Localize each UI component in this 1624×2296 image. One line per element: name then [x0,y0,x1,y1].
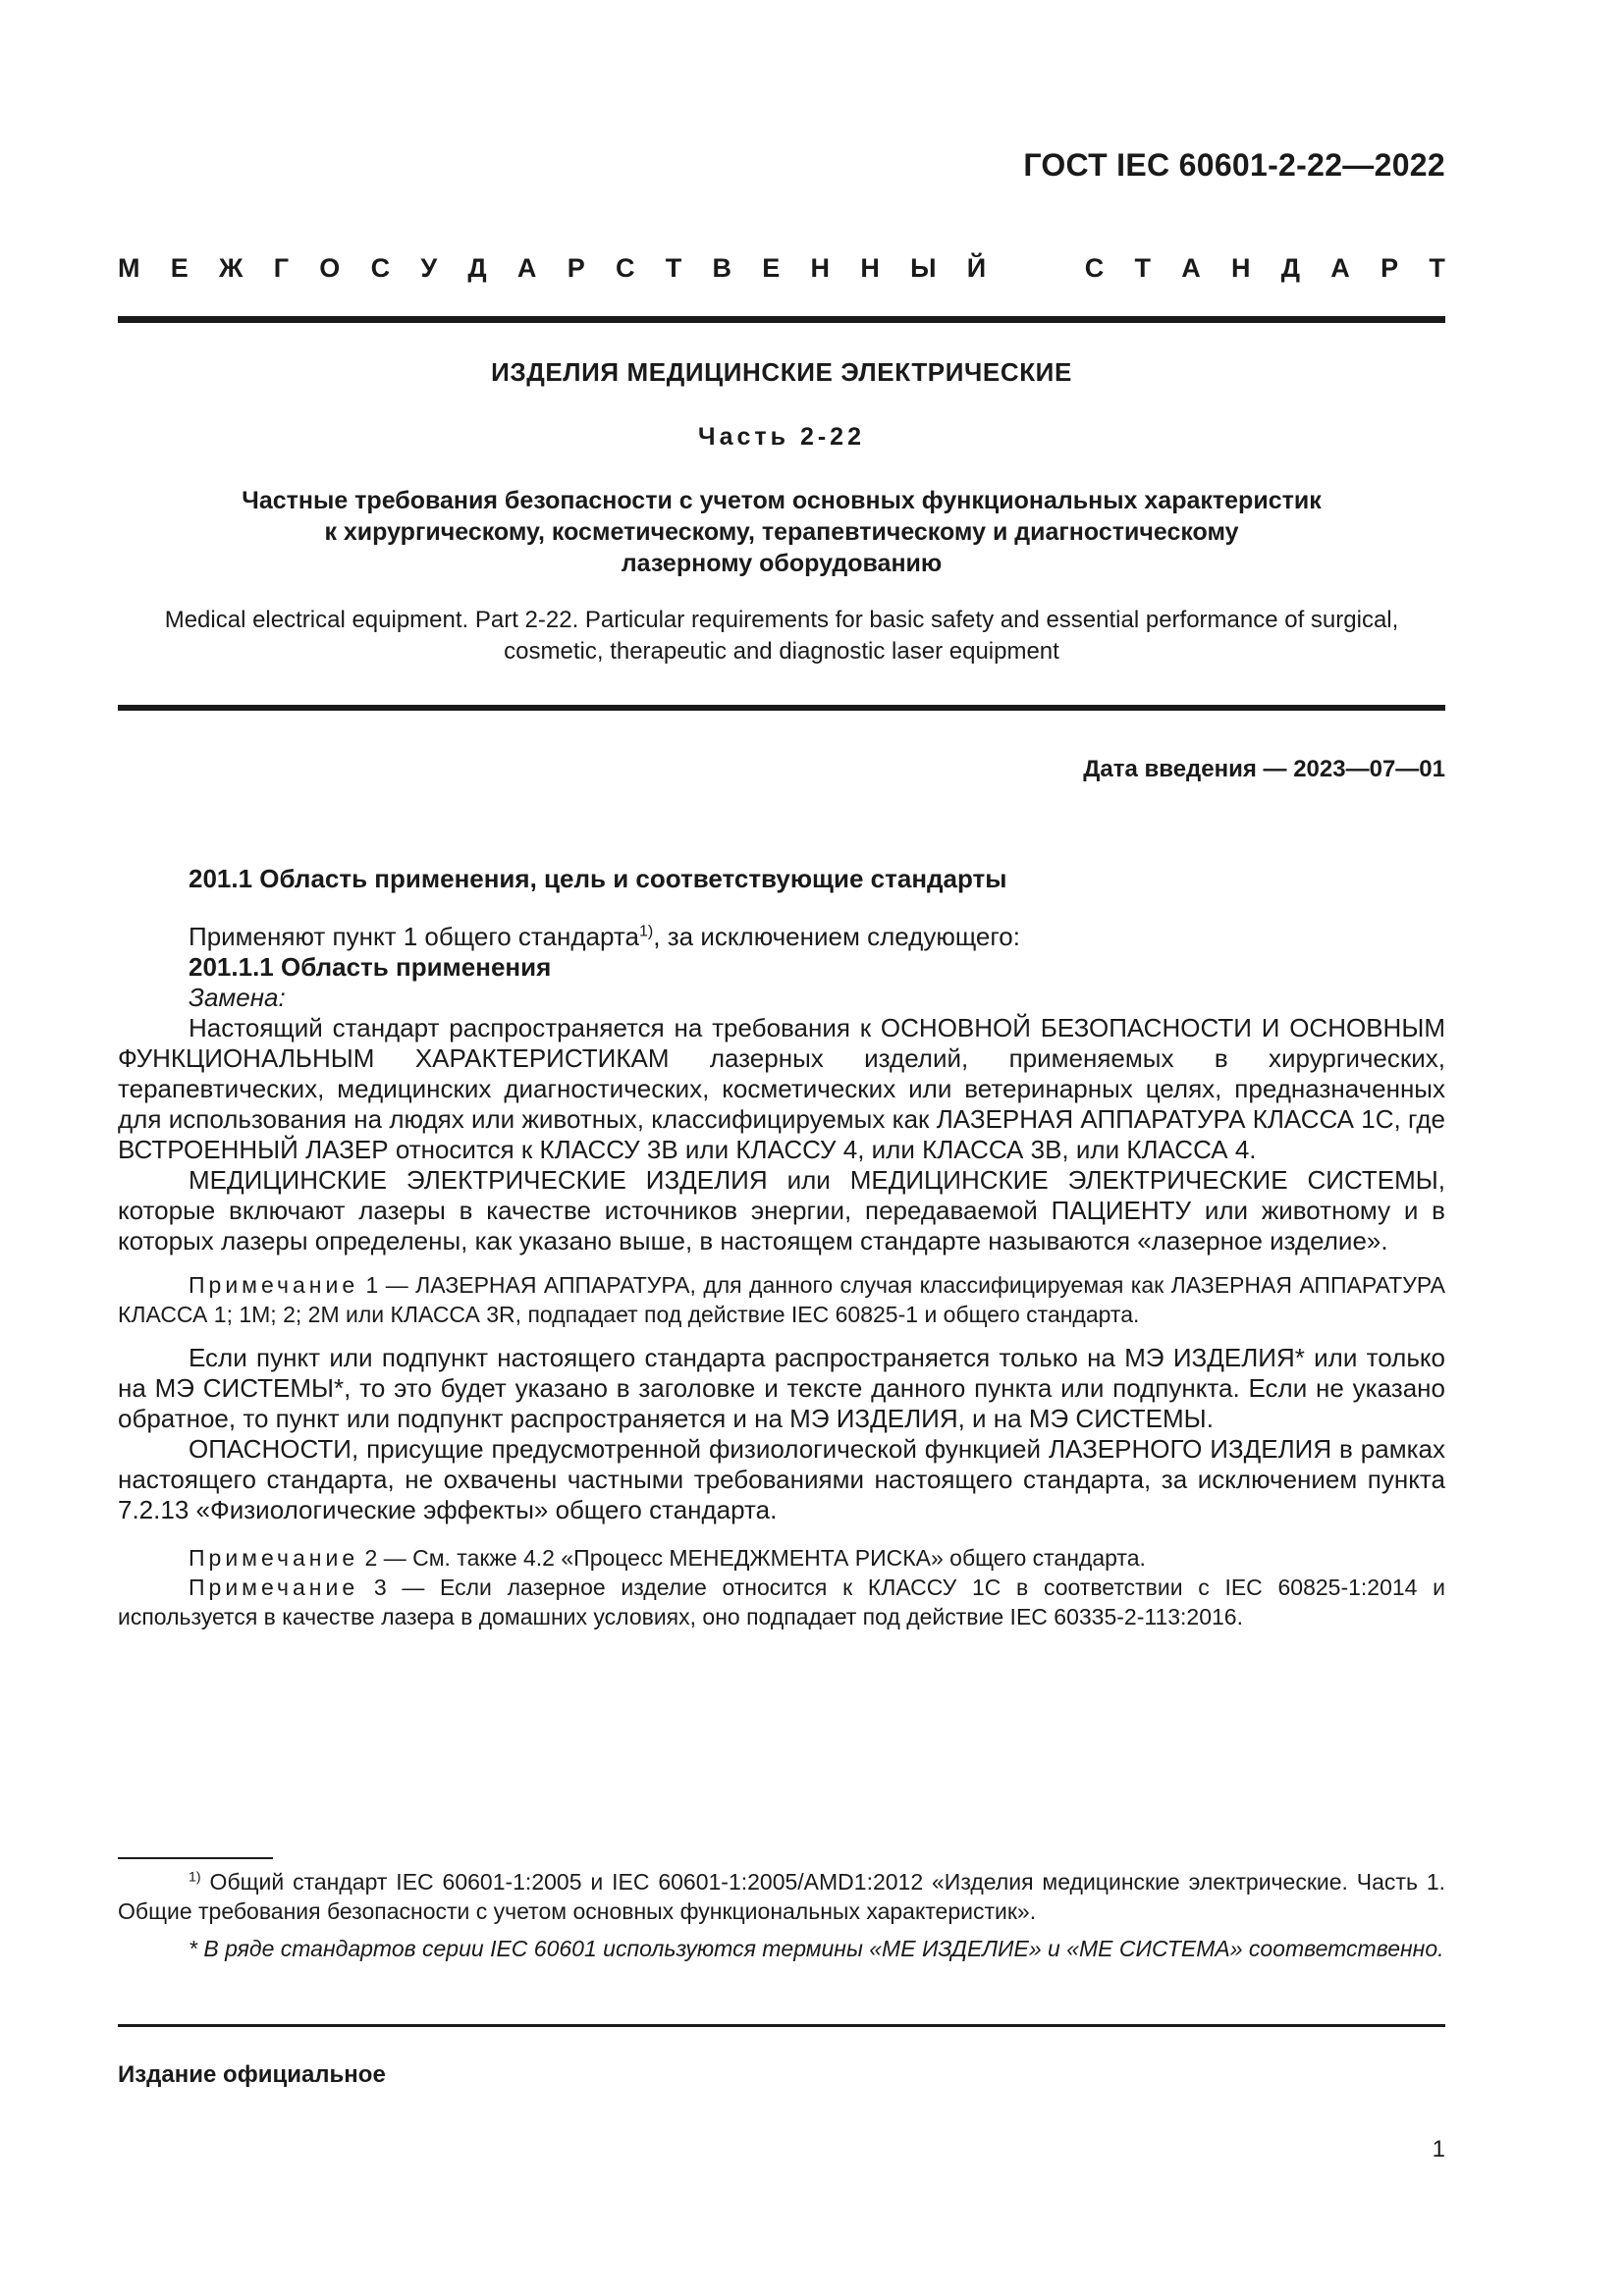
standard-letter: А [1330,253,1350,283]
apply-paragraph [118,922,1445,952]
english-title-line: Medical electrical equipment. Part 2-22. Particular requirements for basic safety and essential performance of surgical, [164,607,1399,633]
part-label: Часть 2-22 [698,423,865,451]
standard-letter: Н [860,253,880,283]
standard-letter: Д [467,253,487,283]
subsection-heading: 201.1.1 Область применения [189,952,552,982]
subtitle-line: к хирургическому, косметическому, терапевтическому и диагностическому [324,518,1239,546]
note-text: 2 — См. также 4.2 «Процесс МЕНЕДЖМЕНТА РИСКА» общего стандарта. [358,1545,1146,1571]
english-title-line: cosmetic, therapeutic and diagnostic laser equipment [504,638,1059,665]
footer-divider [118,2024,1445,2027]
standard-letter: Г [273,253,290,283]
standard-letter: С [370,253,391,283]
standard-letter: У [420,253,438,283]
header-divider [118,316,1445,323]
footnotes [118,1867,1445,1971]
note-label: Примечание [189,1545,359,1571]
body-paragraph: ОПАСНОСТИ, присущие предусмотренной физиологической функцией ЛАЗЕРНОГО ИЗДЕЛИЯ в рамках настоящего стандарта, не охвачены частными требованиями настоящего стандарта, за исключением пункта 7.2.13 «Физиологические эффекты» общего стандарта. [118,1434,1445,1524]
note-text: 1 — ЛАЗЕРНАЯ АППАРАТУРА, для данного случая классифицируемая как ЛАЗЕРНАЯ АППАРАТУРА КЛАССА 1; 1М; 2; 2М или КЛАССА 3R, подпадает под действие IEC 60825-1 и общего стандарта. [118,1272,1445,1327]
standard-letter: В [712,253,731,283]
standard-letter: Т [1134,253,1151,283]
standard-letter: Д [1280,253,1301,283]
note-2 [118,1543,1445,1573]
replacement-label: Замена: [189,983,286,1012]
subtitle-line: Частные требования безопасности с учетом основных функциональных характеристик [242,487,1322,514]
body-paragraph: Если пункт или подпункт настоящего стандарта распространяется только на МЭ ИЗДЕЛИЯ* или только на МЭ СИСТЕМЫ*, то это будет указано в заголовке и тексте данного пункта или подпункта. Если не указано обратное, то пункт или подпункт распространяется и на МЭ ИЗДЕЛИЯ, и на МЭ СИСТЕМЫ. [118,1343,1445,1433]
standard-letter: Й [966,253,987,283]
note-1 [118,1270,1445,1329]
introduction-date: Дата введения — 2023—07—01 [1083,756,1445,782]
page-number: 1 [1432,2136,1445,2163]
note-text: 3 — Если лазерное изделие относится к КЛАССУ 1С в соответствии с IEC 60825-1:2014 и используется в качестве лазера в домашних условиях, оно подпадает под действие IEC 60335-2-113:2016. [118,1575,1445,1629]
footnote-mark: 1) [189,1869,201,1886]
subtitle-line: лазерному оборудованию [621,550,943,577]
document-body [118,864,1445,1645]
note-label: Примечание [189,1575,359,1600]
standard-letter: Н [810,253,831,283]
body-paragraph: Настоящий стандарт распространяется на требования к ОСНОВНОЙ БЕЗОПАСНОСТИ И ОСНОВНЫМ ФУНКЦИОНАЛЬНЫМ ХАРАКТЕРИСТИКАМ лазерных изделий, применяемых в хирургических, терапевтических, медицинских диагностических, косметических или ветеринарных целях, предназначенных для использования на людях или животных, классифицируемых как ЛАЗЕРНАЯ АППАРАТУРА КЛАССА 1С, где ВСТРОЕННЫЙ ЛАЗЕР относится к КЛАССУ 3В или КЛАССУ 4, или КЛАССА 3В, или КЛАССА 4. [118,1013,1445,1164]
standard-letter: Ы [910,253,937,283]
document-title: ИЗДЕЛИЯ МЕДИЦИНСКИЕ ЭЛЕКТРИЧЕСКИЕ [491,357,1072,387]
standard-letter: Р [1380,253,1399,283]
standard-letter: Т [665,253,682,283]
document-code: ГОСТ IEC 60601-2-22—2022 [1023,147,1445,183]
english-title [118,605,1445,667]
standard-letter: Н [1231,253,1251,283]
section-heading: 201.1 Область применения, цель и соответствующие стандарты [189,864,1007,893]
footnote-divider [118,1857,273,1859]
edition-label: Издание официальное [118,2061,386,2088]
footnote-text: Общий стандарт IEC 60601-1:2005 и IEC 60601-1:2005/AMD1:2012 «Изделия медицинские электрические. Часть 1. Общие требования безопасности с учетом основных функциональных характеристик». [118,1869,1445,1924]
standard-letter: Т [1429,253,1445,283]
standard-letter: Е [762,253,781,283]
standard-letter: М [118,253,140,283]
apply-text: Применяют пункт 1 общего стандарта [189,922,639,951]
footnote-1 [118,1867,1445,1926]
note-label: Примечание [189,1272,359,1298]
document-subtitle [118,485,1445,579]
standard-type-heading [118,253,1445,284]
standard-letter: С [615,253,635,283]
note-3 [118,1573,1445,1631]
standard-letter: Р [567,253,585,283]
standard-letter: А [516,253,537,283]
footnote-2: * В ряде стандартов серии IEC 60601 используются термины «МЕ ИЗДЕЛИЕ» и «МЕ СИСТЕМА» соответственно. [189,1936,1444,1961]
word-gap [1016,253,1054,284]
apply-text-end: , за исключением следующего: [653,922,1020,951]
body-paragraph: МЕДИЦИНСКИЕ ЭЛЕКТРИЧЕСКИЕ ИЗДЕЛИЯ или МЕДИЦИНСКИЕ ЭЛЕКТРИЧЕСКИЕ СИСТЕМЫ, которые включают лазеры в качестве источников энергии, передаваемой ПАЦИЕНТУ или животному и в которых лазеры определены, как указано выше, в настоящем стандарте называются «лазерное изделие». [118,1165,1445,1255]
standard-letter: О [319,253,341,283]
standard-letter: А [1181,253,1201,283]
title-divider [118,705,1445,711]
standard-letter: Ж [219,253,244,283]
standard-letter: Е [170,253,189,283]
standard-letter: С [1084,253,1105,283]
footnote-ref: 1) [638,922,654,940]
